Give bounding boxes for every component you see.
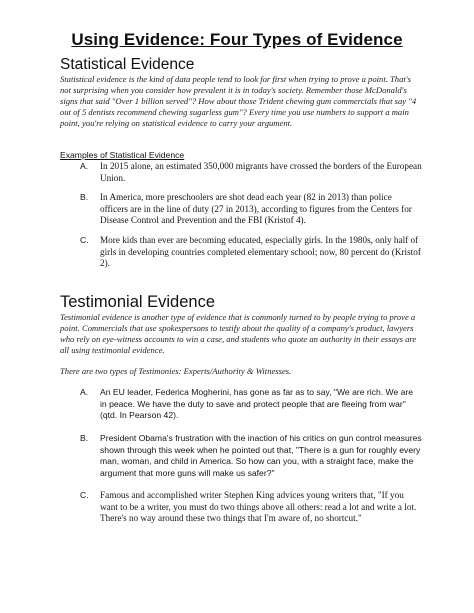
example-letter: A. (80, 161, 89, 171)
example-text: More kids than ever are becoming educated, especially girls. In the 1980s, only half of girls in developing countries completed elementary school; now, 80 percent do (Kristof 2). (100, 235, 421, 268)
example-letter: C. (80, 490, 89, 500)
statistical-evidence-heading: Statistical Evidence (60, 56, 195, 73)
example-letter: C. (80, 235, 89, 245)
example-text: In America, more preschoolers are shot dead each year (82 in 2013) than police officers are in the line of duty (27 in 2013), according to figures from the Centers for Disease Control and Prevention and the FBI (Kristof 4). (100, 192, 412, 225)
example-text: An EU leader, Federica Mogherini, has gone as far as to say, "We are rich. We are in peace. We have the duty to save and protect people that are fleeing from war" (qtd. In Pearson 42). (100, 387, 414, 421)
document-title: Using Evidence: Four Types of Evidence (71, 30, 403, 49)
example-letter: A. (80, 387, 89, 397)
testimonial-types-note: There are two types of Testimonies: Experts/Authority & Witnesses. (60, 366, 292, 376)
example-text: Famous and accomplished writer Stephen King advices young writers that, "If you want to be a writer, you must do two things above all others: read a lot and write a lot. There's no way around these two things that I'm aware of, no shortcut." (100, 490, 417, 523)
example-letter: B. (80, 192, 89, 202)
example-text: In 2015 alone, an estimated 350,000 migrants have crossed the borders of the European Union. (100, 161, 422, 183)
statistical-examples-heading: Examples of Statistical Evidence (60, 150, 185, 160)
testimonial-evidence-heading: Testimonial Evidence (60, 293, 215, 311)
statistical-evidence-intro: Statistical evidence is the kind of data people tend to look for first when trying to prove a point. That's not surprising when you consider how prevalent it is in today's society. Remember those McDonald's signs that said "Over 1 billion served"? How about those Trident chewing gum commercials that say "4 out of 5 dentists recommend chewing sugarless gum"? Every time you use numbers to support a main point, you're relying on statistical evidence to carry your argument. (60, 74, 417, 128)
testimonial-evidence-intro: Testimonial evidence is another type of evidence that is commonly turned to by people trying to prove a point. Commercials that use spokespersons to testify about the quality of a company's product, lawyers who rely on eye-witness accounts to win a case, and students who quote an authority in their essays are all using testimonial evidence. (60, 312, 417, 355)
example-text: President Obama's frustration with the inaction of his critics on gun control measures shown through this week when he pointed out that, "There is a gun for roughly every man, woman, and child in America. So how can you, with a straight face, make the argument that more guns will make us safer?" (100, 433, 422, 478)
example-letter: B. (80, 433, 89, 443)
